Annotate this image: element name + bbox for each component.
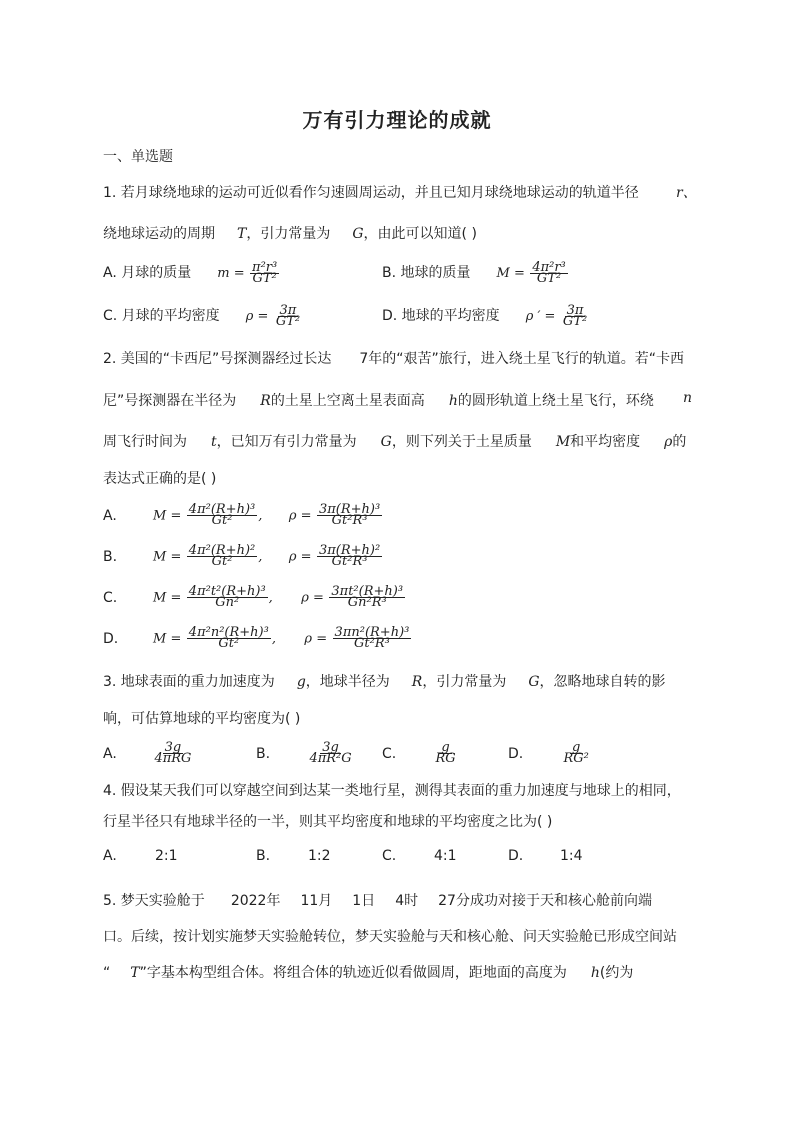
- section-heading: 一、单选题: [103, 149, 173, 165]
- q2-option-c[interactable]: C. M = $\frac{\text{4π²t²(R+h)³}}{\text{Gn²}}$ , ρ = $\frac{\text{3πt²(R+h)³}}{\text{Gn²R³}}$: [103, 584, 404, 610]
- q5-line1: 5. 梦天实验舱于 2022年 11月 1日 4时 27分成功对接于天和核心舱前向端: [103, 893, 652, 909]
- q2-option-b[interactable]: B. M = $\frac{\text{4π²(R+h)²}}{\text{Gt²}}$ , ρ = $\frac{\text{3π(R+h)²}}{\text{Gt²R³}}$: [103, 543, 381, 569]
- q4-option-a[interactable]: A. 2:1: [103, 848, 178, 864]
- q2-line1: 2. 美国的“卡西尼”号探测器经过长达 7年的“艰苦”旅行，进入绕土星飞行的轨道。若“卡西: [103, 351, 684, 367]
- q3-option-d[interactable]: D. $\frac{g}{\text{RG²}}$: [508, 740, 589, 766]
- q4-option-b[interactable]: B. 1:2: [256, 848, 331, 864]
- q2-line2: 尼”号探测器在半径为 R的土星上空离土星表面高 h的圆形轨道上绕土星飞行，环绕: [103, 393, 654, 409]
- q2-line3: 周飞行时间为 t，已知万有引力常量为 G，则下列关于土星质量 M和平均密度 ρ的: [103, 434, 687, 450]
- q1-line2: 绕地球运动的周期 T，引力常量为 G，由此可以知道( ): [103, 226, 477, 242]
- q3-option-c[interactable]: C. $\frac{g}{RG}$: [382, 740, 456, 766]
- q3-line1: 3. 地球表面的重力加速度为 g，地球半径为 R，引力常量为 G，忽略地球自转的影: [103, 674, 666, 690]
- q3-option-b[interactable]: B. $\frac{3g}{\text{4πR²G}}$: [256, 740, 352, 766]
- q3-line2: 响，可估算地球的平均密度为( ): [103, 711, 301, 727]
- q1-line1-r: r、: [676, 185, 697, 201]
- q2-line4: 表达式正确的是( ): [103, 471, 217, 487]
- q1-d-fraction: $\frac{3\pi}{\text{GT²}}$: [562, 302, 588, 329]
- q2-line2-n: n: [683, 390, 693, 406]
- q1-b-fraction: $\frac{\text{4π²r³}}{\text{GT²}}$: [532, 259, 566, 286]
- q2-option-a[interactable]: A. M = $\frac{\text{4π²(R+h)³}}{\text{Gt²}}$ , ρ = $\frac{\text{3π(R+h)³}}{\text{Gt²R³}}$: [103, 502, 381, 528]
- q4-line1: 4. 假设某天我们可以穿越空间到达某一类地行星，测得其表面的重力加速度与地球上的相同，: [103, 783, 681, 799]
- q5-line3: “ T”字基本构型组合体。将组合体的轨迹近似看做圆周，距地面的高度为 h(约为: [103, 965, 634, 981]
- q1-c-fraction: $\frac{3\pi}{\text{GT²}}$: [275, 302, 301, 329]
- q1-option-b[interactable]: B. 地球的质量 M = $\frac{\text{4π²r³}}{\text{GT²}}$: [382, 259, 566, 286]
- q1-a-fraction: $\frac{\text{π²r³}}{\text{GT²}}$: [252, 259, 278, 286]
- q2-option-d[interactable]: D. M = $\frac{\text{4π²n²(R+h)³}}{\text{Gt²}}$ , ρ = $\frac{\text{3πn²(R+h)³}}{\text{Gt²R³}}$: [103, 625, 410, 651]
- q1-option-d[interactable]: D. 地球的平均密度 ρ ′ = $\frac{3\pi}{\text{GT²}}$: [382, 302, 588, 329]
- page-title: 万有引力理论的成就: [302, 108, 492, 132]
- q4-line2: 行星半径只有地球半径的一半，则其平均密度和地球的平均密度之比为( ): [103, 814, 553, 830]
- q4-option-c[interactable]: C. 4:1: [382, 848, 457, 864]
- q3-option-a[interactable]: A. $\frac{3g}{\text{4πRG}}$: [103, 740, 192, 766]
- q1-option-c[interactable]: C. 月球的平均密度 ρ = $\frac{3\pi}{\text{GT²}}$: [103, 302, 301, 329]
- q4-option-d[interactable]: D. 1:4: [508, 848, 583, 864]
- q1-option-a[interactable]: A. 月球的质量 m = $\frac{\text{π²r³}}{\text{GT²}}$: [103, 259, 278, 286]
- q1-line1: 1. 若月球绕地球的运动可近似看作匀速圆周运动，并且已知月球绕地球运动的轨道半径: [103, 185, 639, 201]
- q5-line2: 口。后续，按计划实施梦天实验舱转位，梦天实验舱与天和核心舱、问天实验舱已形成空间站: [103, 929, 677, 945]
